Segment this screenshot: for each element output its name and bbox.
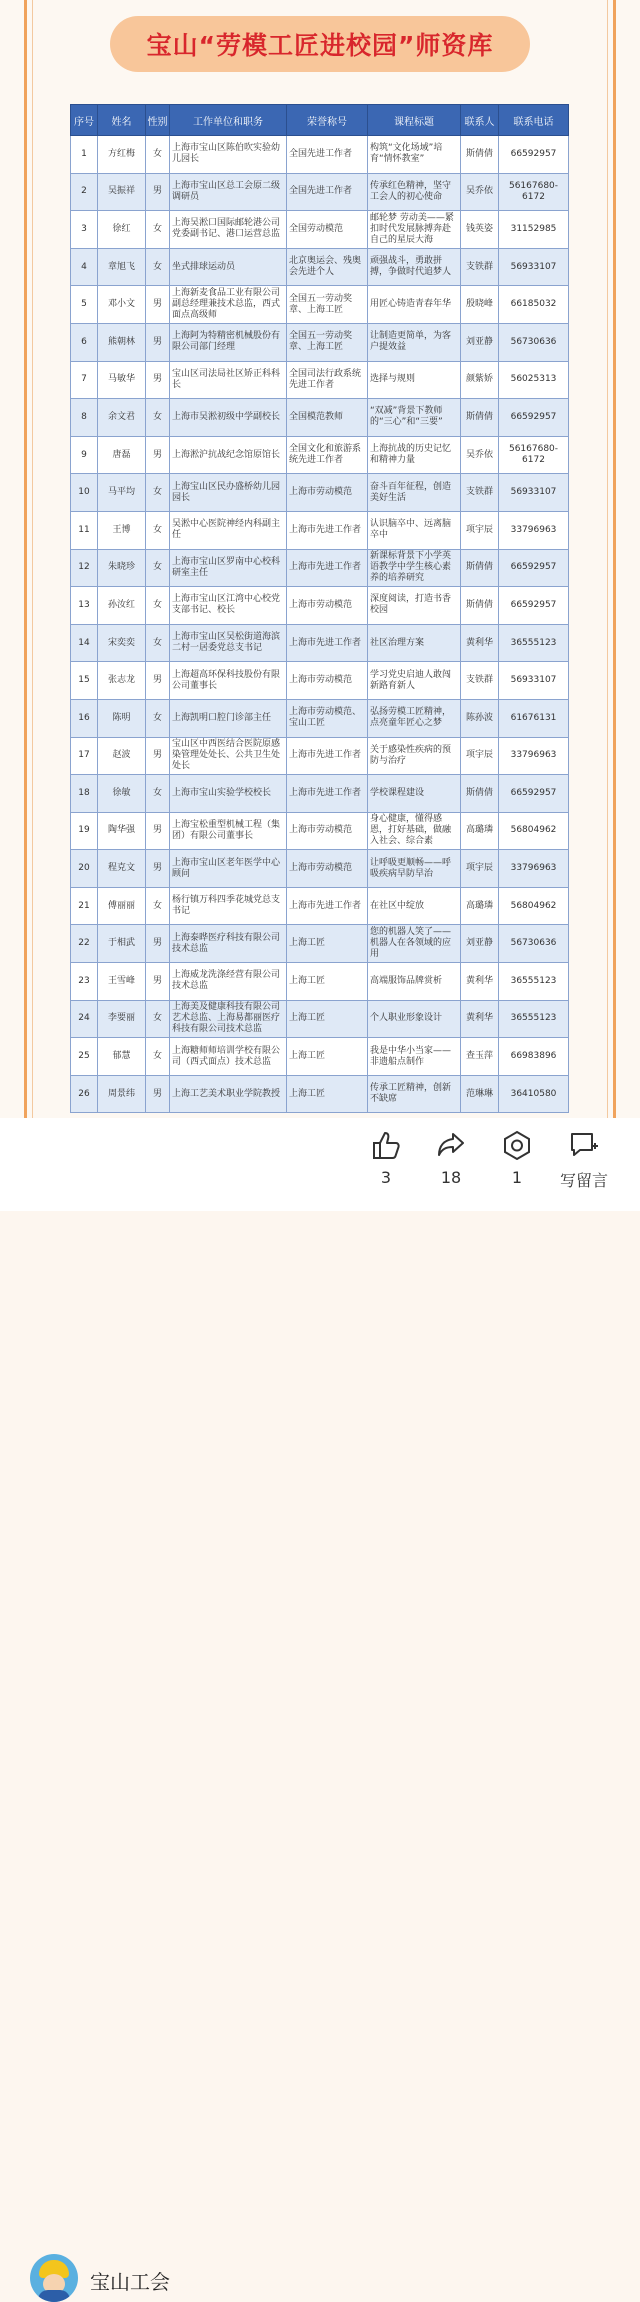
recommend-button[interactable] xyxy=(492,1130,542,1187)
table-cell: 查玉萍 xyxy=(461,1038,499,1076)
table-cell: 2 xyxy=(71,173,98,211)
table-cell: 男 xyxy=(146,925,170,963)
table-cell: 周景纬 xyxy=(98,1075,146,1113)
table-cell: 黄利华 xyxy=(461,1000,499,1038)
table-cell: 传承工匠精神，创新不缺席 xyxy=(368,1075,461,1113)
table-cell: 孙汝红 xyxy=(98,587,146,625)
table-cell: 黄利华 xyxy=(461,963,499,1001)
table-cell: 19 xyxy=(71,812,98,850)
table-cell: 女 xyxy=(146,775,170,813)
recommend-count: 1 xyxy=(511,1168,523,1187)
table-cell: 10 xyxy=(71,474,98,512)
table-cell: 宋奕奕 xyxy=(98,624,146,662)
table-cell: 14 xyxy=(71,624,98,662)
table-cell: 15 xyxy=(71,662,98,700)
table-cell: 56025313 xyxy=(499,361,569,399)
table-cell: 男 xyxy=(146,737,170,775)
table-cell: 王博 xyxy=(98,511,146,549)
table-cell: 56167680-6172 xyxy=(499,173,569,211)
table-row xyxy=(71,1000,569,1038)
table-cell: 上海工匠 xyxy=(287,963,368,1001)
table-cell: 奋斗百年征程，创造美好生活 xyxy=(368,474,461,512)
table-cell: 女 xyxy=(146,624,170,662)
table-cell: 7 xyxy=(71,361,98,399)
comment-icon xyxy=(568,1130,600,1160)
table-cell: 男 xyxy=(146,812,170,850)
table-cell: 56933107 xyxy=(499,662,569,700)
table-cell: 吴乔依 xyxy=(461,436,499,474)
table-cell: 33796963 xyxy=(499,737,569,775)
table-cell: 邓小文 xyxy=(98,286,146,324)
table-cell: 吴淞中心医院神经内科副主任 xyxy=(170,511,287,549)
table-cell: 学校课程建设 xyxy=(368,775,461,813)
table-cell: 上海工匠 xyxy=(287,1075,368,1113)
table-cell: 北京奥运会、残奥会先进个人 xyxy=(287,248,368,286)
table-cell: 项宇辰 xyxy=(461,850,499,888)
table-row xyxy=(71,549,569,587)
table-cell: 钱英姿 xyxy=(461,211,499,249)
poster-border-right-inner xyxy=(607,0,608,1118)
table-row xyxy=(71,361,569,399)
table-row xyxy=(71,662,569,700)
table-cell: 上海市先进工作者 xyxy=(287,624,368,662)
table-cell: 上海泰晔医疗科技有限公司技术总监 xyxy=(170,925,287,963)
table-cell: 全国五一劳动奖章、上海工匠 xyxy=(287,286,368,324)
table-cell: 上海糖师师培训学校有限公司（西式面点）技术总监 xyxy=(170,1038,287,1076)
table-cell: 上海市吴淞初级中学副校长 xyxy=(170,399,287,437)
header-cell: 联系人 xyxy=(461,105,499,136)
table-cell: 在社区中绽放 xyxy=(368,887,461,925)
table-cell: 让呼吸更顺畅——呼吸疾病早防早治 xyxy=(368,850,461,888)
table-row xyxy=(71,173,569,211)
table-cell: 上海市宝山区吴松街道海滨二村一居委党总支书记 xyxy=(170,624,287,662)
table-cell: 上海市劳动模范 xyxy=(287,587,368,625)
table-cell: 宝山区中西医结合医院原感染管理处处长、公共卫生处处长 xyxy=(170,737,287,775)
table-cell: 女 xyxy=(146,211,170,249)
table-cell: 上海市宝山区老年医学中心顾问 xyxy=(170,850,287,888)
header-cell: 姓名 xyxy=(98,105,146,136)
table-cell: 斯倩倩 xyxy=(461,399,499,437)
table-cell: 斯倩倩 xyxy=(461,775,499,813)
table-header-row xyxy=(71,105,569,136)
table-cell: 22 xyxy=(71,925,98,963)
table-cell: 选择与规则 xyxy=(368,361,461,399)
table-cell: 66983896 xyxy=(499,1038,569,1076)
share-count: 18 xyxy=(440,1168,462,1187)
table-cell: 上海工匠 xyxy=(287,1000,368,1038)
table-cell: 顽强战斗，勇敢拼搏，争做时代追梦人 xyxy=(368,248,461,286)
table-cell: 范琳琳 xyxy=(461,1075,499,1113)
table-cell: 上海吴淞口国际邮轮港公司党委副书记、港口运营总监 xyxy=(170,211,287,249)
table-cell: 上海宝松重型机械工程（集团）有限公司董事长 xyxy=(170,812,287,850)
table-cell: 36555123 xyxy=(499,963,569,1001)
table-cell: 上海抗战的历史记忆和精神力量 xyxy=(368,436,461,474)
table-cell: 项宇辰 xyxy=(461,511,499,549)
table-cell: 男 xyxy=(146,963,170,1001)
avatar-body xyxy=(38,2290,70,2302)
table-row xyxy=(71,963,569,1001)
table-cell: 全国文化和旅游系统先进工作者 xyxy=(287,436,368,474)
table-cell: “双减”背景下教师的“三心”和“三要” xyxy=(368,399,461,437)
table-cell: 上海市劳动模范 xyxy=(287,662,368,700)
table-cell: 傅丽丽 xyxy=(98,887,146,925)
table-cell: 36410580 xyxy=(499,1075,569,1113)
table-row xyxy=(71,887,569,925)
table-cell: 21 xyxy=(71,887,98,925)
table-cell: 26 xyxy=(71,1075,98,1113)
table-cell: 刘亚静 xyxy=(461,323,499,361)
table-cell: 9 xyxy=(71,436,98,474)
table-cell: 徐敏 xyxy=(98,775,146,813)
table-row xyxy=(71,323,569,361)
table-cell: 56933107 xyxy=(499,474,569,512)
table-cell: 深度阅读，打造书香校园 xyxy=(368,587,461,625)
table-cell: 上海市劳动模范 xyxy=(287,812,368,850)
poster-title: 宝山“劳模工匠进校园”师资库 xyxy=(146,31,494,60)
poster-border-left xyxy=(24,0,27,1118)
table-cell: 熊朝林 xyxy=(98,323,146,361)
table-cell: 66592957 xyxy=(499,775,569,813)
table-cell: 66592957 xyxy=(499,587,569,625)
table-row xyxy=(71,775,569,813)
table-row xyxy=(71,248,569,286)
comment-button[interactable] xyxy=(553,1130,615,1191)
table-cell: 赵波 xyxy=(98,737,146,775)
share-button[interactable] xyxy=(426,1130,476,1187)
table-row xyxy=(71,699,569,737)
table-cell: 25 xyxy=(71,1038,98,1076)
table-cell: 56804962 xyxy=(499,812,569,850)
table-cell: 17 xyxy=(71,737,98,775)
table-cell: 33796963 xyxy=(499,850,569,888)
table-cell: 女 xyxy=(146,248,170,286)
table-cell: 女 xyxy=(146,549,170,587)
table-row xyxy=(71,737,569,775)
table-cell: 新课标背景下小学英语教学中学生核心素养的培养研究 xyxy=(368,549,461,587)
table-cell: 身心健康，懂得感恩，打好基础，做融入社会、综合素 xyxy=(368,812,461,850)
header-cell: 性别 xyxy=(146,105,170,136)
table-cell: 12 xyxy=(71,549,98,587)
header-cell: 工作单位和职务 xyxy=(170,105,287,136)
table-cell: 陈孙波 xyxy=(461,699,499,737)
table-row xyxy=(71,436,569,474)
table-cell: 16 xyxy=(71,699,98,737)
table-cell: 女 xyxy=(146,136,170,174)
table-cell: 坐式排球运动员 xyxy=(170,248,287,286)
account-name[interactable]: 宝山工会 xyxy=(90,2270,170,2294)
table-cell: 31152985 xyxy=(499,211,569,249)
table-cell: 宝山区司法局社区矫正科科长 xyxy=(170,361,287,399)
table-cell: 66592957 xyxy=(499,136,569,174)
header-cell: 课程标题 xyxy=(368,105,461,136)
table-cell: 唐磊 xyxy=(98,436,146,474)
table-row xyxy=(71,286,569,324)
table-cell: 学习党史启迪人敢闯新路育新人 xyxy=(368,662,461,700)
table-cell: 女 xyxy=(146,1000,170,1038)
table-cell: 我是中华小当家——非遗船点制作 xyxy=(368,1038,461,1076)
table-cell: 构筑“文化场域”培育“情怀教室” xyxy=(368,136,461,174)
table-cell: 上海美及健康科技有限公司艺术总监、上海易都丽医疗科技有限公司技术总监 xyxy=(170,1000,287,1038)
table-cell: 杨行镇万科四季花城党总支书记 xyxy=(170,887,287,925)
table-cell: 女 xyxy=(146,587,170,625)
table-cell: 女 xyxy=(146,399,170,437)
poster-border-right xyxy=(613,0,616,1118)
table-cell: 上海市劳动模范 xyxy=(287,850,368,888)
table-cell: 上海威龙洗涤经营有限公司技术总监 xyxy=(170,963,287,1001)
table-cell: 女 xyxy=(146,474,170,512)
table-cell: 36555123 xyxy=(499,624,569,662)
table-cell: 个人职业形象设计 xyxy=(368,1000,461,1038)
table-cell: 斯倩倩 xyxy=(461,549,499,587)
table-cell: 66592957 xyxy=(499,549,569,587)
account-avatar[interactable] xyxy=(30,2254,78,2302)
table-cell: 全国五一劳动奖章、上海工匠 xyxy=(287,323,368,361)
table-row xyxy=(71,1075,569,1113)
table-cell: 56804962 xyxy=(499,887,569,925)
table-cell: 男 xyxy=(146,286,170,324)
table-cell: 女 xyxy=(146,699,170,737)
table-cell: 余文君 xyxy=(98,399,146,437)
like-button[interactable] xyxy=(361,1130,411,1187)
table-cell: 弘扬劳模工匠精神，点亮童年匠心之梦 xyxy=(368,699,461,737)
table-row xyxy=(71,136,569,174)
table-cell: 4 xyxy=(71,248,98,286)
table-cell: 郁慧 xyxy=(98,1038,146,1076)
table-row xyxy=(71,624,569,662)
header-cell: 荣誉称号 xyxy=(287,105,368,136)
table-row xyxy=(71,399,569,437)
table-cell: 全国模范教师 xyxy=(287,399,368,437)
table-cell: 56730636 xyxy=(499,323,569,361)
table-cell: 上海淞沪抗战纪念馆原馆长 xyxy=(170,436,287,474)
table-cell: 邮轮梦 劳动美——紧扣时代发展脉搏奔赴自己的星辰大海 xyxy=(368,211,461,249)
table-cell: 吴振祥 xyxy=(98,173,146,211)
table-cell: 上海市先进工作者 xyxy=(287,737,368,775)
table-cell: 66185032 xyxy=(499,286,569,324)
table-cell: 上海工匠 xyxy=(287,925,368,963)
table-cell: 于相武 xyxy=(98,925,146,963)
table-cell: 用匠心铸造青春年华 xyxy=(368,286,461,324)
table-cell: 让制造更简单，为客户提效益 xyxy=(368,323,461,361)
table-cell: 男 xyxy=(146,850,170,888)
bottom-action-bar xyxy=(0,1118,640,2294)
table-cell: 上海宝山区民办盛桥幼儿园园长 xyxy=(170,474,287,512)
table-cell: 男 xyxy=(146,323,170,361)
table-cell: 上海凯明口腔门诊部主任 xyxy=(170,699,287,737)
table-cell: 陈明 xyxy=(98,699,146,737)
table-row xyxy=(71,211,569,249)
table-cell: 支铁群 xyxy=(461,662,499,700)
table-row xyxy=(71,850,569,888)
table-cell: 3 xyxy=(71,211,98,249)
share-icon xyxy=(435,1130,467,1160)
table-cell: 颜紫娇 xyxy=(461,361,499,399)
table-cell: 36555123 xyxy=(499,1000,569,1038)
table-cell: 66592957 xyxy=(499,399,569,437)
table-cell: 程克文 xyxy=(98,850,146,888)
table-cell: 女 xyxy=(146,887,170,925)
table-cell: 支铁群 xyxy=(461,248,499,286)
table-cell: 女 xyxy=(146,1038,170,1076)
table-cell: 男 xyxy=(146,1075,170,1113)
header-cell: 序号 xyxy=(71,105,98,136)
table-cell: 上海市先进工作者 xyxy=(287,775,368,813)
table-cell: 上海超高环保科技股份有限公司董事长 xyxy=(170,662,287,700)
table-cell: 斯倩倩 xyxy=(461,587,499,625)
table-cell: 上海阿为特精密机械股份有限公司部门经理 xyxy=(170,323,287,361)
table-cell: 56730636 xyxy=(499,925,569,963)
table-cell: 男 xyxy=(146,662,170,700)
teacher-table-wrap xyxy=(70,104,568,1113)
table-cell: 关于感染性疾病的预防与治疗 xyxy=(368,737,461,775)
table-cell: 吴乔依 xyxy=(461,173,499,211)
poster xyxy=(0,0,640,1118)
table-cell: 全国司法行政系统先进工作者 xyxy=(287,361,368,399)
header-cell: 联系电话 xyxy=(499,105,569,136)
table-cell: 马敏华 xyxy=(98,361,146,399)
table-cell: 33796963 xyxy=(499,511,569,549)
table-cell: 上海市宝山实验学校校长 xyxy=(170,775,287,813)
table-cell: 项宇辰 xyxy=(461,737,499,775)
table-cell: 13 xyxy=(71,587,98,625)
table-row xyxy=(71,511,569,549)
table-cell: 马平均 xyxy=(98,474,146,512)
table-cell: 高璐璘 xyxy=(461,812,499,850)
table-cell: 全国先进工作者 xyxy=(287,136,368,174)
table-cell: 男 xyxy=(146,173,170,211)
table-cell: 上海市宝山区罗南中心校科研室主任 xyxy=(170,549,287,587)
table-cell: 上海新麦食品工业有限公司副总经理兼技术总监，西式面点高级师 xyxy=(170,286,287,324)
table-cell: 8 xyxy=(71,399,98,437)
table-cell: 高璐璘 xyxy=(461,887,499,925)
table-cell: 上海工匠 xyxy=(287,1038,368,1076)
table-body xyxy=(71,136,569,1113)
table-cell: 24 xyxy=(71,1000,98,1038)
table-cell: 上海工艺美术职业学院教授 xyxy=(170,1075,287,1113)
table-row xyxy=(71,474,569,512)
table-cell: 上海市先进工作者 xyxy=(287,887,368,925)
table-cell: 上海市先进工作者 xyxy=(287,511,368,549)
table-cell: 男 xyxy=(146,436,170,474)
table-cell: 23 xyxy=(71,963,98,1001)
table-cell: 56933107 xyxy=(499,248,569,286)
table-cell: 上海市宝山区陈伯吹实验幼儿园长 xyxy=(170,136,287,174)
table-cell: 女 xyxy=(146,511,170,549)
table-cell: 陶华强 xyxy=(98,812,146,850)
table-cell: 王雪峰 xyxy=(98,963,146,1001)
table-cell: 李要丽 xyxy=(98,1000,146,1038)
table-cell: 上海市劳动模范、宝山工匠 xyxy=(287,699,368,737)
table-cell: 18 xyxy=(71,775,98,813)
table-cell: 认识脑卒中、远离脑卒中 xyxy=(368,511,461,549)
table-cell: 张志龙 xyxy=(98,662,146,700)
table-cell: 社区治理方案 xyxy=(368,624,461,662)
table-row xyxy=(71,812,569,850)
table-row xyxy=(71,1038,569,1076)
table-cell: 传承红色精神，坚守工会人的初心使命 xyxy=(368,173,461,211)
table-cell: 高端服饰品牌赏析 xyxy=(368,963,461,1001)
table-cell: 61676131 xyxy=(499,699,569,737)
table-cell: 6 xyxy=(71,323,98,361)
table-cell: 全国劳动模范 xyxy=(287,211,368,249)
table-cell: 徐红 xyxy=(98,211,146,249)
thumbs-up-icon xyxy=(370,1130,402,1160)
table-row xyxy=(71,587,569,625)
table-cell: 上海市宝山区江湾中心校党支部书记、校长 xyxy=(170,587,287,625)
teacher-table xyxy=(70,104,569,1113)
table-cell: 刘亚静 xyxy=(461,925,499,963)
table-cell: 上海市先进工作者 xyxy=(287,549,368,587)
table-cell: 斯倩倩 xyxy=(461,136,499,174)
table-row xyxy=(71,925,569,963)
table-cell: 朱晓珍 xyxy=(98,549,146,587)
table-cell: 方红梅 xyxy=(98,136,146,174)
table-cell: 20 xyxy=(71,850,98,888)
table-cell: 56167680-6172 xyxy=(499,436,569,474)
table-cell: 全国先进工作者 xyxy=(287,173,368,211)
table-cell: 男 xyxy=(146,361,170,399)
table-cell: 上海市劳动模范 xyxy=(287,474,368,512)
table-cell: 11 xyxy=(71,511,98,549)
table-cell: 5 xyxy=(71,286,98,324)
poster-title-banner xyxy=(110,16,530,72)
table-cell: 章旭飞 xyxy=(98,248,146,286)
comment-label: 写留言 xyxy=(559,1171,608,1190)
table-cell: 殷晓峰 xyxy=(461,286,499,324)
table-cell: 上海市宝山区总工会原二级调研员 xyxy=(170,173,287,211)
poster-border-left-inner xyxy=(32,0,33,1118)
recommend-icon xyxy=(501,1130,533,1160)
table-cell: 支铁群 xyxy=(461,474,499,512)
like-count: 3 xyxy=(380,1168,392,1187)
table-cell: 您的机器人笑了——机器人在各领域的应用 xyxy=(368,925,461,963)
table-cell: 黄利华 xyxy=(461,624,499,662)
table-cell: 1 xyxy=(71,136,98,174)
